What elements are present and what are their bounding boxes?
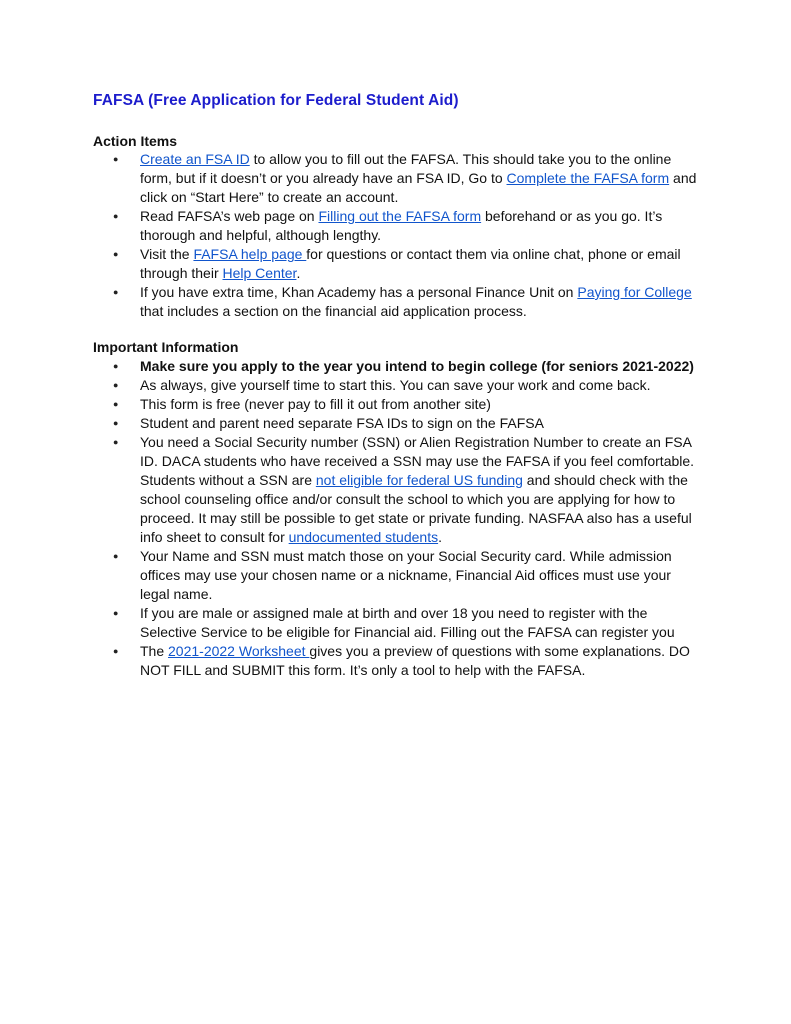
page-title: FAFSA (Free Application for Federal Student Aid) [93,92,459,109]
hyperlink[interactable]: 2021-2022 Worksheet [168,643,310,659]
list-item [113,207,703,245]
body-text: for questions or contact them via online chat, phone or email through their [140,246,681,281]
body-text: Visit the [140,246,194,262]
list-item [113,414,703,433]
hyperlink[interactable]: Help Center [222,265,297,281]
list-item [113,547,703,604]
body-text: beforehand or as you go. It’s thorough and helpful, although lengthy. [140,208,663,243]
body-text: . [296,265,301,281]
list-item [113,357,703,376]
hyperlink[interactable]: Create an FSA ID [140,151,250,167]
body-text: This form is free (never pay to fill it out from another site) [140,396,491,412]
body-text: Student and parent need separate FSA IDs to sign on the FAFSA [140,415,544,431]
body-text: The [140,643,169,659]
body-text: that includes a section on the financial aid application process. [140,303,527,319]
list-item [113,642,703,680]
body-text: If you have extra time, Khan Academy has a personal Finance Unit on [140,284,578,300]
list-item [113,376,703,395]
body-text: and should check with the school counseling office and/or consult the school to which you are applying for how to proceed. It may still be possible to get state or private funding. NASFAA also has a useful info sheet to consult for [140,472,692,545]
list-item [113,283,703,321]
hyperlink[interactable]: Filling out the FAFSA form [318,208,482,224]
hyperlink[interactable]: FAFSA help page [193,246,307,262]
list-item [113,433,703,547]
action-items-list [113,150,703,321]
body-text: gives you a preview of questions with some explanations. DO NOT FILL and SUBMIT this form. It’s only a tool to help with the FAFSA. [140,643,690,678]
list-item [113,395,703,414]
important-info-heading: Important Information [93,339,239,355]
hyperlink[interactable]: not eligible for federal US funding [315,472,523,488]
body-text: As always, give yourself time to start this. You can save your work and come back. [140,377,651,393]
action-items-heading: Action Items [93,133,178,149]
important-info-list [113,357,703,680]
body-text: Make sure you apply to the year you intend to begin college (for seniors 2021-2022) [140,358,694,374]
body-text: Your Name and SSN must match those on your Social Security card. While admission offices may use your chosen name or a nickname, Financial Aid offices must use your legal name. [140,548,672,602]
body-text: and click on “Start Here” to create an account. [140,170,697,205]
list-item [113,150,703,207]
list-item [113,604,703,642]
body-text: If you are male or assigned male at birth and over 18 you need to register with the Selective Service to be eligible for Financial aid. Filling out the FAFSA can register you [140,605,675,640]
list-item [113,245,703,283]
hyperlink[interactable]: Complete the FAFSA form [506,170,670,186]
body-text: Read FAFSA’s web page on [140,208,319,224]
body-text: to allow you to fill out the FAFSA. This should take you to the online form, but if it doesn’t or you already have an FSA ID, Go to [140,151,672,186]
body-text: You need a Social Security number (SSN) or Alien Registration Number to create an FSA ID. DACA students who have received a SSN may use the FAFSA if you feel comfortable. Students without a SSN are [140,434,695,488]
body-text: . [438,529,442,545]
hyperlink[interactable]: Paying for College [577,284,692,300]
hyperlink[interactable]: undocumented students [288,529,439,545]
